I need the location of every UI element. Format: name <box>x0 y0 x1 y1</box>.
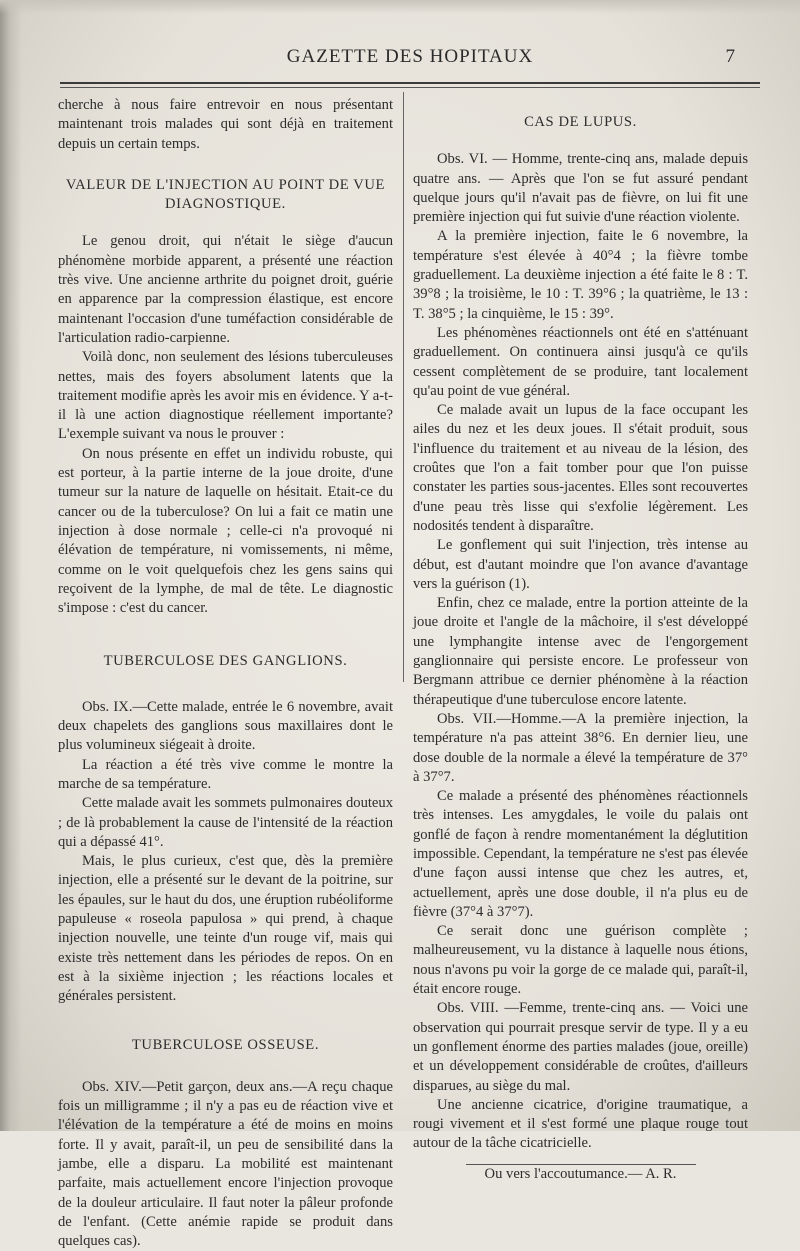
footnote-signature: Ou vers l'accoutumance.— A. R. <box>484 1165 677 1182</box>
paragraph: Ce malade avait un lupus de la face occupant les ailes du nez et les deux joues. Il s'était produit, sous l'influence du traitement et au niveau de la lésion, des croûtes que l'on a fait tomber pour que l'on puisse constater les parties sous-jacentes. Elles sont recouvertes d'une peau très lisse qui s'exfolie légèrement. Les nodosités tendent à disparaître. <box>413 402 748 534</box>
paragraph: Mais, le plus curieux, c'est que, dès la première injection, elle a présenté sur le devant de la poitrine, sur les épaules, sur le haut du dos, une éruption rubéoliforme papuleuse « roseola papulosa » qui prend, à chaque injection nouvelle, une teinte d'un rouge vif, mais qui existe très nettement dans les périodes de repos. On en est à la sixième injection ; les réactions locales et générales persistent. <box>58 853 393 1005</box>
paragraph: Obs. VIII. —Femme, trente-cinq ans. — Voici une observation qui pourrait presque servir de type. Il y a eu un gonflement énorme des parties malades (joue, oreille) et un développement considérable de croûtes, d'ailleurs disparues, au siège du mal. <box>413 1000 748 1094</box>
paragraph: Obs. VI. — Homme, trente-cinq ans, malade depuis quatre ans. — Après que l'on se fut assuré pendant quelque jours qu'il n'avait pas de fièvre, on lui fit une première injection qui fut suivie d'une réaction violente. <box>413 151 748 226</box>
paragraph: Une ancienne cicatrice, d'origine traumatique, a rougi vivement et il s'est formé une plaque rouge tout autour de la tâche cicatricielle. <box>413 1096 748 1152</box>
paragraph: Ce malade a présenté des phénomènes réactionnels très intenses. Les amygdales, le voile du palais ont gonflé de façon à rendre momentanément la déglutition impossible. Cependant, la température ne s'est pas élevée d'une façon aussi intense que chez les autres, et, actuellement, après une dose double, il n'a plus eu de fièvre (37°4 à 37°7). <box>413 788 748 920</box>
section-heading-osseuse: TUBERCULOSE OSSEUSE. <box>131 1037 320 1054</box>
paragraph: Obs. XIV.—Petit garçon, deux ans.—A reçu chaque fois un milligramme ; il n'y a pas eu de réaction vive et l'élévation de la température a été de moins en moins forte. Il y avait, paraît-il, un peu de sensibilité dans la jambe, elle a disparu. La mobilité est maintenant parfaite, mais actuellement encore l'injection provoque de la douleur articulaire. Il faut noter la pâleur profonde de l'enfant. (Cette anémie rapide se produit dans quelques cas). <box>58 1078 393 1250</box>
column-divider <box>403 92 404 682</box>
journal-title: GAZETTE DES HOPITAUX <box>286 46 534 67</box>
section-heading-ganglions: TUBERCULOSE DES GANGLIONS. <box>103 653 348 670</box>
paragraph: Ce serait donc une guérison complète ; malheureusement, vu la distance à laquelle nous étions, nous n'avons pu voir la gorge de ce malade qui, paraît-il, était encore rouge. <box>413 923 748 998</box>
paragraph: cherche à nous faire entrevoir en nous présentant maintenant trois malades qui sont déjà en traitement depuis un certain temps. <box>58 97 393 152</box>
page-number: 7 <box>725 46 735 67</box>
left-column <box>58 96 393 1251</box>
section-heading-lupus: CAS DE LUPUS. <box>524 114 637 130</box>
paragraph: Les phénomènes réactionnels ont été en s'atténuant graduellement. On continuera ainsi jusqu'à ce qu'ils cessent complètement de se produire, tant localement qu'au point de vue général. <box>413 324 748 399</box>
page-edge-shadow <box>0 0 22 1131</box>
paragraph: Le genou droit, qui n'était le siège d'aucun phénomène morbide apparent, a présenté une réaction très vive. Une ancienne arthrite du poignet droit, guérie en apparence par la compression élastique, est encore maintenant l'occasion d'une tuméfaction considérable de l'articulation radio-carpienne. <box>58 233 393 346</box>
paragraph: Enfin, chez ce malade, entre la portion atteinte de la joue droite et l'angle de la mâchoire, il s'est développé une lymphangite intense avec de l'engorgement ganglionnaire qui persiste encore. Le professeur von Bergmann attribue ce dernier phénomène à la réaction thérapeutique d'une tuberculose encore latente. <box>413 595 748 708</box>
page-header <box>60 46 760 76</box>
paragraph: Obs. VII.—Homme.—A la première injection, la température n'a pas atteint 38°6. En dernier lieu, une dose double de la normale a élevé la température de 37° à 37°7. <box>413 710 748 785</box>
right-column <box>413 103 748 1184</box>
paragraph: Cette malade avait les sommets pulmonaires douteux ; de là probablement la cause de l'intensité de la réaction qui a dépassé 41°. <box>58 795 393 850</box>
header-rule-thick <box>60 82 760 84</box>
paragraph: On nous présente en effet un individu robuste, qui est porteur, à la partie interne de la joue droite, d'une tumeur sur la nature de laquelle on hésitait. Etait-ce du cancer ou de la tuberculose? On lui a fait ce matin une injection à dose normale ; celle-ci n'a provoqué ni élévation de température, ni vomissements, ni même, comme on le voit quelquefois chez les gens sains qui reçoivent de la lymphe, de mal de tête. Le diagnostic s'impose : c'est du cancer. <box>58 445 393 617</box>
paragraph: Obs. IX.—Cette malade, entrée le 6 novembre, avait deux chapelets des ganglions sous maxillaires dont le plus volumineux siégeait à droite. <box>58 698 393 754</box>
paragraph: A la première injection, faite le 6 novembre, la température s'est élevée à 40°4 ; la fièvre tombe graduellement. La deuxième injection a été faite le 8 : T. 39°8 ; la troisième, le 10 : T. 39°6 ; la quatrième, le 13 : T. 38°5 ; la cinquième, le 15 : 39°. <box>413 228 748 322</box>
page-top-shadow <box>0 0 800 14</box>
paragraph: La réaction a été très vive comme le montre la marche de sa température. <box>58 756 393 792</box>
header-rule-thin <box>60 87 760 88</box>
paragraph: Le gonflement qui suit l'injection, très intense au début, est d'autant moindre que l'on avance d'avantage vers la guérison (1). <box>413 537 748 592</box>
section-heading-diagnostic-value: VALEUR DE L'INJECTION AU POINT DE VUE DIAGNOSTIQUE. <box>65 176 386 213</box>
paragraph: Voilà donc, non seulement des lésions tuberculeuses nettes, mais des foyers absolument latents que la traitement modifie après les avoir mis en évidence. Y a-t-il là une action diagnostique réellement importante? L'exemple suivant va nous le prouver : <box>58 349 393 443</box>
